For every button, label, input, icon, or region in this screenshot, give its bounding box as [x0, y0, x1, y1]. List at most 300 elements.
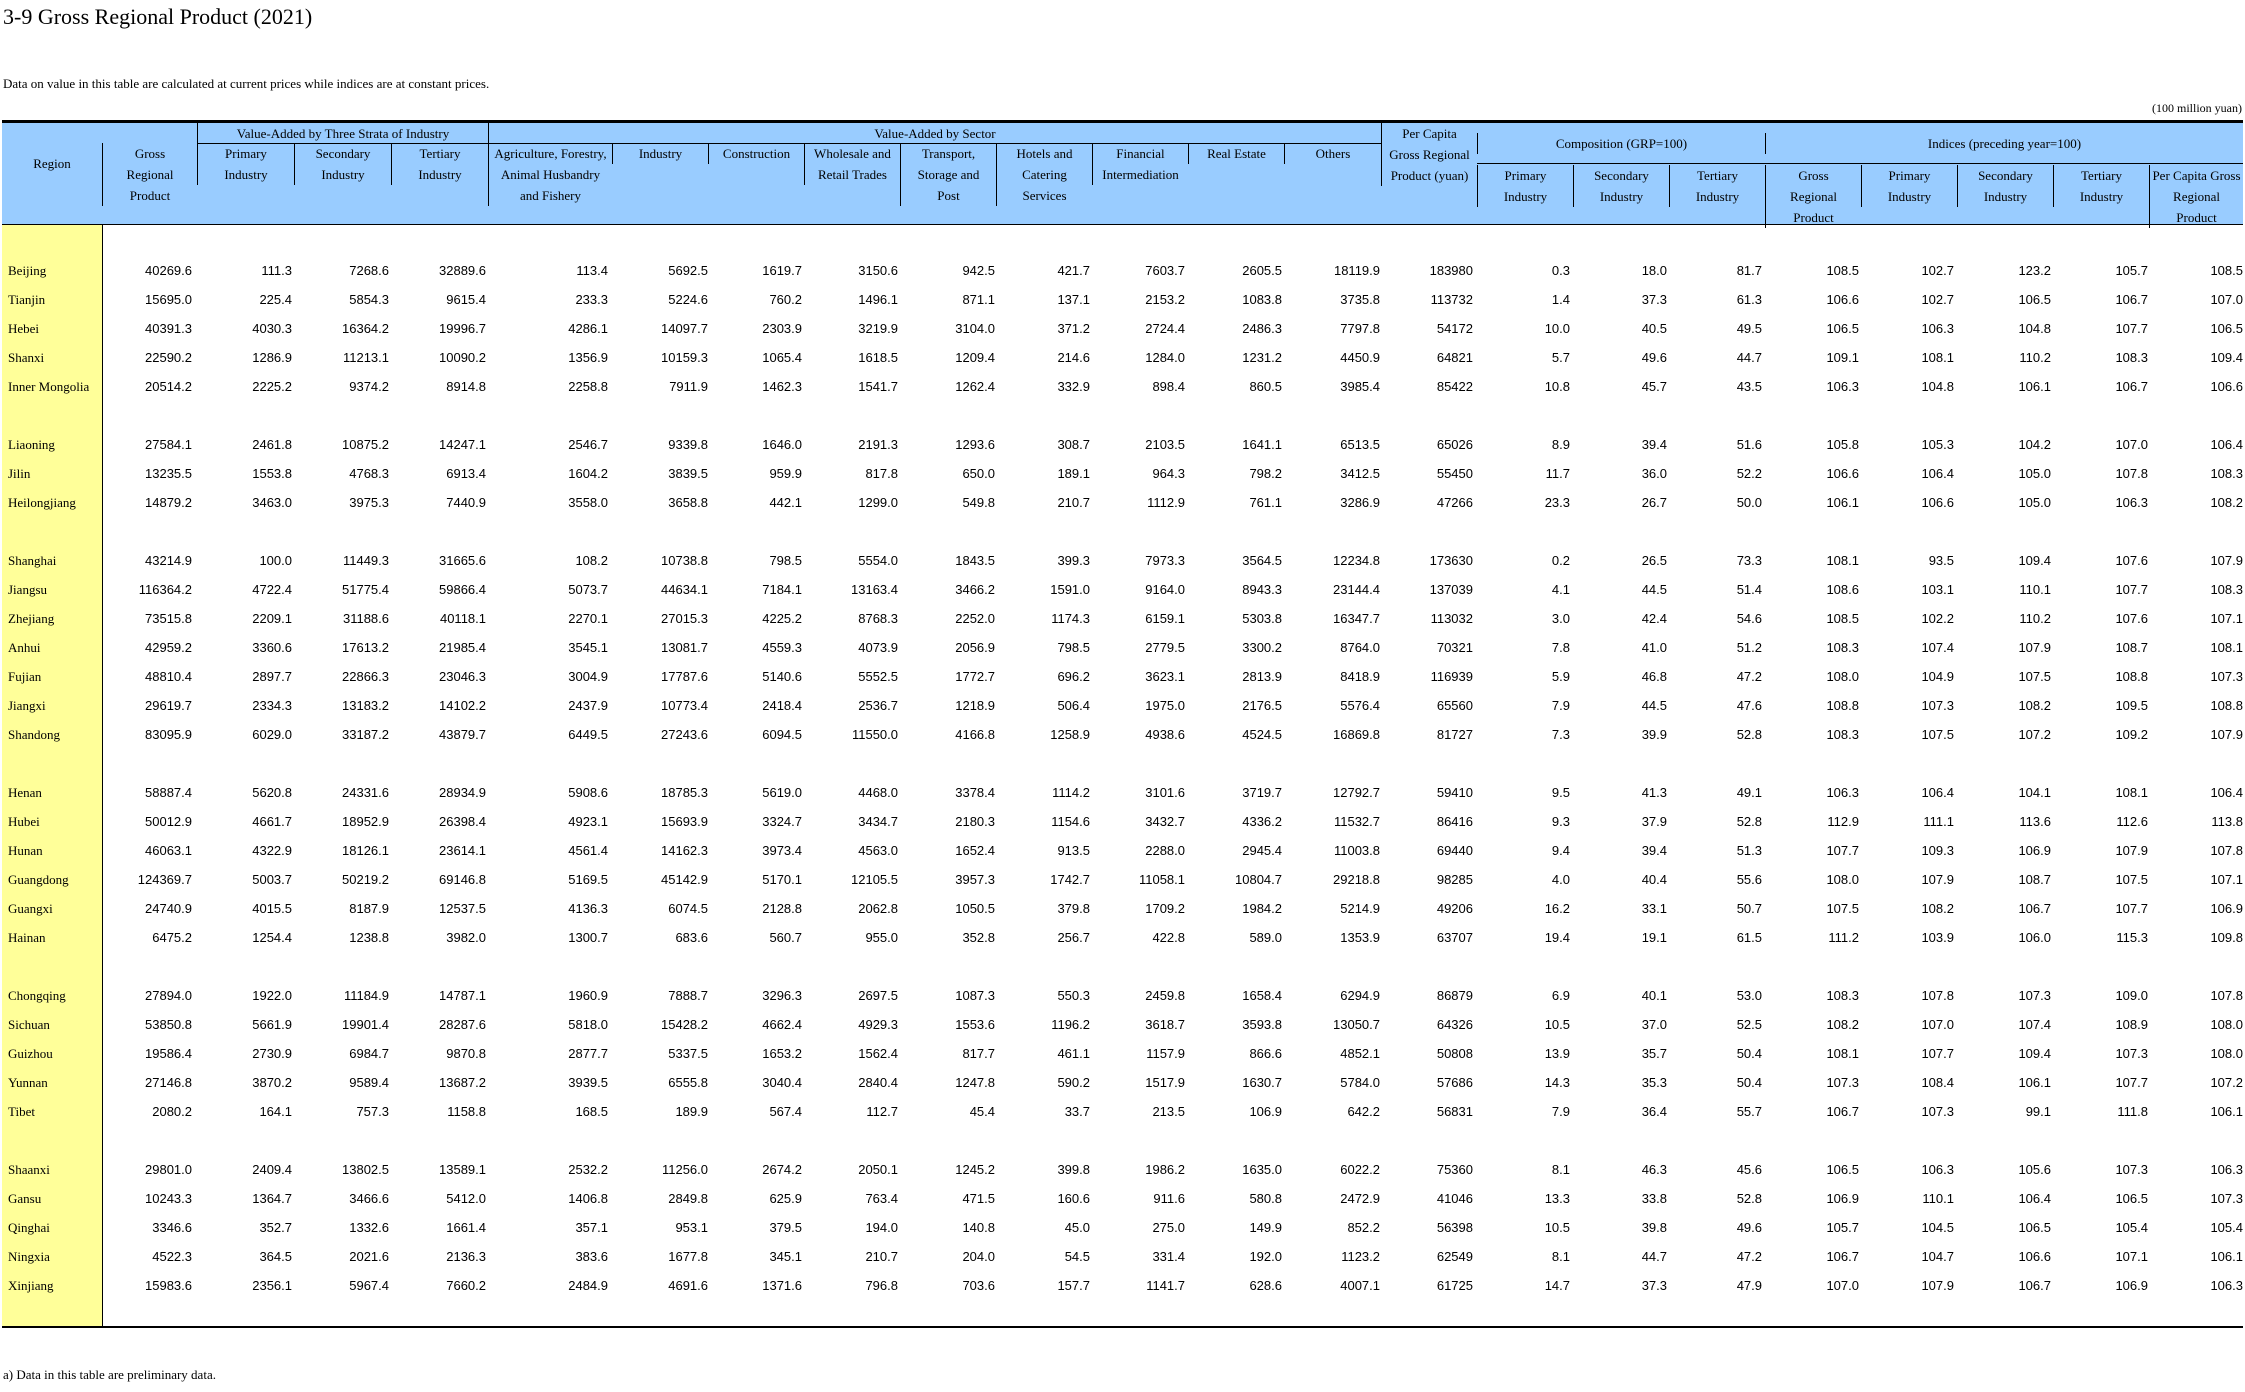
table-cell: 108.0 — [1826, 669, 1859, 684]
table-cell: 73515.8 — [145, 611, 192, 626]
table-cell: 13589.1 — [439, 1162, 486, 1177]
table-cell: 108.1 — [1826, 1046, 1859, 1061]
table-cell: 40391.3 — [145, 321, 192, 336]
table-cell: 43879.7 — [439, 727, 486, 742]
header-strata-primary: Primary Industry — [197, 143, 294, 185]
table-cell: 157.7 — [1057, 1278, 1090, 1293]
table-cell: 12792.7 — [1333, 785, 1380, 800]
table-cell: 31188.6 — [342, 611, 389, 626]
table-cell: 58887.4 — [145, 785, 192, 800]
table-cell: 45142.9 — [661, 872, 708, 887]
table-cell: 1083.8 — [1242, 292, 1282, 307]
table-cell: 50.4 — [1736, 1046, 1762, 1061]
table-cell: 107.3 — [2115, 1162, 2148, 1177]
table-cell: 4938.6 — [1145, 727, 1185, 742]
table-cell: 19996.7 — [439, 321, 486, 336]
table-cell: 11449.3 — [342, 553, 389, 568]
table-subtitle: Data on value in this table are calculated at current prices while indices are at constant prices. — [3, 76, 490, 91]
table-cell: 108.3 — [2210, 466, 2243, 481]
table-cell: 33.7 — [1064, 1104, 1090, 1119]
table-cell: 3558.0 — [568, 495, 608, 510]
table-cell: 3.0 — [1551, 611, 1570, 626]
table-cell: 4336.2 — [1242, 814, 1282, 829]
table-row — [2, 1015, 2243, 1035]
table-cell: 1984.2 — [1242, 901, 1282, 916]
table-cell: 549.8 — [962, 495, 995, 510]
table-cell: 44634.1 — [661, 582, 708, 597]
table-cell: 16347.7 — [1333, 611, 1380, 626]
table-cell: 45.7 — [1641, 379, 1667, 394]
table-cell: 3104.0 — [955, 321, 995, 336]
table-cell: 106.5 — [2018, 292, 2051, 307]
table-cell: 33187.2 — [342, 727, 389, 742]
table-row — [2, 1247, 2243, 1267]
table-cell: 1332.6 — [349, 1220, 389, 1235]
table-cell: 10875.2 — [342, 437, 389, 452]
table-cell: 461.1 — [1057, 1046, 1090, 1061]
table-cell: 41.3 — [1641, 785, 1667, 800]
table-cell: 5073.7 — [568, 582, 608, 597]
table-cell: 105.8 — [1826, 437, 1859, 452]
table-cell: 108.1 — [1826, 553, 1859, 568]
table-cell: 107.9 — [1921, 872, 1954, 887]
table-cell: 1284.0 — [1145, 350, 1185, 365]
table-cell: 4.1 — [1551, 582, 1570, 597]
table-cell: 953.1 — [675, 1220, 708, 1235]
table-cell: 106.6 — [1826, 466, 1859, 481]
table-cell: 49.6 — [1641, 350, 1667, 365]
table-row — [2, 1276, 2243, 1296]
table-cell: 16364.2 — [342, 321, 389, 336]
table-cell: 107.7 — [2115, 582, 2148, 597]
table-cell: 5854.3 — [349, 292, 389, 307]
header-sector-transport: Transport, Storage and Post — [900, 143, 996, 206]
table-cell: 1209.4 — [955, 350, 995, 365]
table-cell: 11532.7 — [1333, 814, 1380, 829]
table-cell: 107.7 — [1826, 843, 1859, 858]
table-cell: 44.7 — [1641, 1249, 1667, 1264]
table-cell: 37.9 — [1641, 814, 1667, 829]
table-cell: 109.4 — [2210, 350, 2243, 365]
table-cell: 5169.5 — [568, 872, 608, 887]
table-cell: 2128.8 — [762, 901, 802, 916]
table-cell: 10738.8 — [661, 553, 708, 568]
table-cell: 164.1 — [259, 1104, 292, 1119]
table-cell: 3618.7 — [1145, 1017, 1185, 1032]
table-cell: 15695.0 — [145, 292, 192, 307]
table-cell: 61.5 — [1736, 930, 1762, 945]
table-cell: 3432.7 — [1145, 814, 1185, 829]
table-row — [2, 609, 2243, 629]
table-cell: 168.5 — [575, 1104, 608, 1119]
table-cell: 106.6 — [2210, 379, 2243, 394]
table-cell: 1661.4 — [446, 1220, 486, 1235]
table-cell: 107.3 — [2018, 988, 2051, 1003]
table-cell: 1960.9 — [568, 988, 608, 1003]
table-cell: 6159.1 — [1145, 611, 1185, 626]
region-name: Hebei — [8, 321, 40, 336]
table-cell: 107.0 — [2115, 437, 2148, 452]
table-cell: 3870.2 — [252, 1075, 292, 1090]
table-cell: 26.7 — [1641, 495, 1667, 510]
table-cell: 6913.4 — [446, 466, 486, 481]
table-cell: 106.7 — [2115, 292, 2148, 307]
table-cell: 18126.1 — [342, 843, 389, 858]
header-indices-secondary: Secondary Industry — [1957, 165, 2053, 207]
table-cell: 24331.6 — [342, 785, 389, 800]
table-cell: 442.1 — [769, 495, 802, 510]
table-cell: 10159.3 — [661, 350, 708, 365]
region-name: Gansu — [8, 1191, 42, 1206]
table-cell: 4015.5 — [252, 901, 292, 916]
table-cell: 27894.0 — [145, 988, 192, 1003]
table-cell: 104.8 — [2018, 321, 2051, 336]
table-cell: 1619.7 — [762, 263, 802, 278]
table-cell: 14247.1 — [439, 437, 486, 452]
table-cell: 192.0 — [1249, 1249, 1282, 1264]
table-cell: 204.0 — [962, 1249, 995, 1264]
table-cell: 105.4 — [2210, 1220, 2243, 1235]
table-cell: 107.8 — [2210, 988, 2243, 1003]
table-cell: 4722.4 — [252, 582, 292, 597]
table-cell: 13050.7 — [1333, 1017, 1380, 1032]
table-cell: 3296.3 — [762, 988, 802, 1003]
header-sector-hotels: Hotels and Catering Services — [996, 143, 1092, 206]
table-cell: 102.7 — [1921, 292, 1954, 307]
table-cell: 47266 — [1436, 495, 1473, 510]
table-cell: 40.4 — [1641, 872, 1667, 887]
table-cell: 113.4 — [576, 263, 608, 278]
header-grp: Gross Regional Product — [102, 143, 197, 206]
table-cell: 50012.9 — [145, 814, 192, 829]
table-cell: 106.5 — [1826, 1162, 1859, 1177]
table-cell: 1196.2 — [1051, 1017, 1090, 1032]
table-cell: 2472.9 — [1340, 1191, 1380, 1206]
table-cell: 106.1 — [1826, 495, 1859, 510]
table-cell: 50808 — [1436, 1046, 1473, 1061]
table-cell: 422.8 — [1152, 930, 1185, 945]
header-divider — [1477, 163, 2243, 164]
table-cell: 1254.4 — [252, 930, 292, 945]
table-cell: 2674.2 — [762, 1162, 802, 1177]
table-cell: 18119.9 — [1333, 263, 1380, 278]
table-cell: 1087.3 — [955, 988, 995, 1003]
table-cell: 104.8 — [1921, 379, 1954, 394]
table-cell: 106.7 — [1826, 1249, 1859, 1264]
table-cell: 52.8 — [1736, 1191, 1762, 1206]
table-row — [2, 377, 2243, 397]
table-cell: 6029.0 — [252, 727, 292, 742]
table-cell: 3593.8 — [1242, 1017, 1282, 1032]
table-cell: 2779.5 — [1145, 640, 1185, 655]
table-cell: 17787.6 — [661, 669, 708, 684]
table-cell: 1353.9 — [1340, 930, 1380, 945]
table-cell: 225.4 — [259, 292, 292, 307]
table-cell: 2334.3 — [252, 698, 292, 713]
table-cell: 1462.3 — [762, 379, 802, 394]
table-cell: 29619.7 — [145, 698, 192, 713]
table-cell: 41046 — [1436, 1191, 1473, 1206]
table-cell: 51.2 — [1736, 640, 1762, 655]
table-cell: 1262.4 — [955, 379, 995, 394]
table-cell: 33.1 — [1641, 901, 1667, 916]
table-cell: 109.3 — [1921, 843, 1954, 858]
table-cell: 108.4 — [1921, 1075, 1954, 1090]
table-cell: 703.6 — [962, 1278, 995, 1293]
table-bottom-border — [2, 1326, 2243, 1328]
table-cell: 108.2 — [2018, 698, 2051, 713]
table-cell: 866.6 — [1249, 1046, 1282, 1061]
table-cell: 50.4 — [1736, 1075, 1762, 1090]
table-cell: 11256.0 — [661, 1162, 708, 1177]
table-cell: 1591.0 — [1050, 582, 1090, 597]
table-cell: 73.3 — [1736, 553, 1762, 568]
table-cell: 56398 — [1436, 1220, 1473, 1235]
table-cell: 28287.6 — [439, 1017, 486, 1032]
table-cell: 6294.9 — [1340, 988, 1380, 1003]
table-cell: 111.2 — [1828, 930, 1859, 945]
table-cell: 352.8 — [962, 930, 995, 945]
table-cell: 31665.6 — [439, 553, 486, 568]
table-cell: 106.3 — [2115, 495, 2148, 510]
table-cell: 107.3 — [2210, 1191, 2243, 1206]
table-cell: 14162.3 — [661, 843, 708, 858]
table-cell: 9164.0 — [1145, 582, 1185, 597]
table-cell: 1604.2 — [568, 466, 608, 481]
table-cell: 107.9 — [2115, 843, 2148, 858]
table-cell: 11550.0 — [851, 727, 898, 742]
table-cell: 14787.1 — [439, 988, 486, 1003]
table-cell: 106.3 — [1826, 379, 1859, 394]
table-cell: 32889.6 — [439, 263, 486, 278]
table-cell: 109.0 — [2115, 988, 2148, 1003]
table-cell: 108.3 — [1826, 988, 1859, 1003]
table-cell: 42959.2 — [145, 640, 192, 655]
table-cell: 113.8 — [2211, 814, 2243, 829]
table-cell: 107.2 — [2018, 727, 2051, 742]
region-name: Guangxi — [8, 901, 53, 916]
table-cell: 1986.2 — [1145, 1162, 1185, 1177]
table-cell: 23046.3 — [439, 669, 486, 684]
table-cell: 106.4 — [2210, 437, 2243, 452]
table-cell: 6449.5 — [568, 727, 608, 742]
table-cell: 3466.6 — [349, 1191, 389, 1206]
table-cell: 81.7 — [1736, 263, 1762, 278]
table-cell: 15983.6 — [145, 1278, 192, 1293]
table-cell: 40.1 — [1641, 988, 1667, 1003]
table-cell: 2288.0 — [1145, 843, 1185, 858]
table-cell: 85422 — [1436, 379, 1473, 394]
table-cell: 107.2 — [2210, 1075, 2243, 1090]
table-cell: 86416 — [1436, 814, 1473, 829]
table-cell: 1356.9 — [568, 350, 608, 365]
table-cell: 3957.3 — [955, 872, 995, 887]
table-cell: 590.2 — [1057, 1075, 1090, 1090]
table-cell: 106.4 — [1921, 466, 1954, 481]
region-name: Shaanxi — [8, 1162, 50, 1177]
header-sector-wholesale: Wholesale and Retail Trades — [804, 143, 900, 185]
table-cell: 9615.4 — [446, 292, 486, 307]
header-composition-tertiary: Tertiary Industry — [1669, 165, 1765, 207]
table-cell: 106.3 — [1826, 785, 1859, 800]
table-cell: 1562.4 — [858, 1046, 898, 1061]
table-cell: 33.8 — [1641, 1191, 1667, 1206]
table-cell: 107.7 — [2115, 901, 2148, 916]
table-cell: 2724.4 — [1145, 321, 1185, 336]
table-cell: 308.7 — [1057, 437, 1090, 452]
table-cell: 106.3 — [1921, 1162, 1954, 1177]
table-cell: 210.7 — [865, 1249, 898, 1264]
table-cell: 798.2 — [1249, 466, 1282, 481]
table-cell: 45.0 — [1064, 1220, 1090, 1235]
table-cell: 2418.4 — [762, 698, 802, 713]
region-name: Anhui — [8, 640, 41, 655]
table-cell: 62549 — [1436, 1249, 1473, 1264]
table-cell: 70321 — [1436, 640, 1473, 655]
table-row — [2, 290, 2243, 310]
table-cell: 550.3 — [1057, 988, 1090, 1003]
table-cell: 2176.5 — [1242, 698, 1282, 713]
table-cell: 108.8 — [1826, 698, 1859, 713]
table-cell: 11.7 — [1545, 466, 1570, 481]
table-cell: 115.3 — [2116, 930, 2148, 945]
region-name: Xinjiang — [8, 1278, 54, 1293]
header-sector-agriculture: Agriculture, Forestry, Animal Husbandry and Fishery — [488, 143, 612, 206]
table-cell: 27015.3 — [661, 611, 708, 626]
table-cell: 1742.7 — [1050, 872, 1090, 887]
table-cell: 683.6 — [675, 930, 708, 945]
table-cell: 8768.3 — [858, 611, 898, 626]
table-cell: 107.4 — [1921, 640, 1954, 655]
table-cell: 1541.7 — [858, 379, 898, 394]
region-name: Shandong — [8, 727, 60, 742]
table-cell: 108.8 — [2115, 669, 2148, 684]
table-cell: 52.5 — [1736, 1017, 1762, 1032]
table-cell: 3839.5 — [668, 466, 708, 481]
table-cell: 567.4 — [769, 1104, 802, 1119]
table-cell: 52.2 — [1736, 466, 1762, 481]
table-cell: 116939 — [1430, 669, 1473, 684]
table-cell: 352.7 — [259, 1220, 292, 1235]
table-row — [2, 841, 2243, 861]
table-cell: 2209.1 — [252, 611, 292, 626]
table-cell: 107.3 — [2210, 669, 2243, 684]
region-name: Jilin — [8, 466, 31, 481]
table-cell: 108.5 — [1826, 263, 1859, 278]
table-cell: 63707 — [1436, 930, 1473, 945]
table-cell: 106.6 — [1826, 292, 1859, 307]
table-cell: 108.2 — [575, 553, 608, 568]
table-cell: 471.5 — [962, 1191, 995, 1206]
region-name: Beijing — [8, 263, 47, 278]
table-cell: 105.0 — [2018, 466, 2051, 481]
table-cell: 1231.2 — [1242, 350, 1282, 365]
table-row — [2, 667, 2243, 687]
table-cell: 10.0 — [1544, 321, 1570, 336]
table-cell: 3101.6 — [1145, 785, 1185, 800]
table-cell: 41.0 — [1641, 640, 1667, 655]
table-cell: 2849.8 — [668, 1191, 708, 1206]
table-row — [2, 812, 2243, 832]
table-row — [2, 899, 2243, 919]
table-cell: 1641.1 — [1242, 437, 1282, 452]
table-cell: 106.1 — [2018, 379, 2051, 394]
table-cell: 2180.3 — [955, 814, 995, 829]
table-cell: 59410 — [1436, 785, 1473, 800]
region-name: Hainan — [8, 930, 46, 945]
table-cell: 6022.2 — [1340, 1162, 1380, 1177]
region-name: Ningxia — [8, 1249, 50, 1264]
table-cell: 106.9 — [2210, 901, 2243, 916]
table-cell: 2356.1 — [252, 1278, 292, 1293]
table-cell: 1975.0 — [1145, 698, 1185, 713]
table-cell: 331.4 — [1152, 1249, 1185, 1264]
table-cell: 210.7 — [1057, 495, 1090, 510]
table-cell: 27146.8 — [145, 1075, 192, 1090]
table-cell: 1653.2 — [762, 1046, 802, 1061]
table-cell: 137039 — [1429, 582, 1473, 597]
table-cell: 364.5 — [259, 1249, 292, 1264]
table-cell: 1922.0 — [252, 988, 292, 1003]
table-cell: 107.1 — [2210, 611, 2243, 626]
table-cell: 1646.0 — [762, 437, 802, 452]
table-cell: 54.6 — [1736, 611, 1762, 626]
table-cell: 506.4 — [1057, 698, 1090, 713]
table-cell: 3466.2 — [955, 582, 995, 597]
table-cell: 81727 — [1436, 727, 1473, 742]
table-cell: 9374.2 — [349, 379, 389, 394]
table-cell: 4030.3 — [252, 321, 292, 336]
table-cell: 5.9 — [1551, 669, 1570, 684]
table-cell: 642.2 — [1347, 1104, 1380, 1119]
table-cell: 108.7 — [2018, 872, 2051, 887]
header-indices-primary: Primary Industry — [1861, 165, 1957, 207]
table-row — [2, 348, 2243, 368]
table-cell: 108.5 — [2210, 263, 2243, 278]
table-cell: 12234.8 — [1333, 553, 1380, 568]
table-cell: 898.4 — [1152, 379, 1185, 394]
table-cell: 2532.2 — [568, 1162, 608, 1177]
table-cell: 106.0 — [2018, 930, 2051, 945]
table-cell: 2080.2 — [152, 1104, 192, 1119]
table-cell: 4136.3 — [568, 901, 608, 916]
table-cell: 399.3 — [1057, 553, 1090, 568]
header-sector-industry: Industry — [612, 143, 708, 164]
region-name: Hunan — [8, 843, 43, 858]
table-cell: 52.8 — [1736, 814, 1762, 829]
table-cell: 27243.6 — [661, 727, 708, 742]
table-cell: 2877.7 — [568, 1046, 608, 1061]
table-cell: 1238.8 — [349, 930, 389, 945]
table-cell: 5140.6 — [762, 669, 802, 684]
table-cell: 3040.4 — [762, 1075, 802, 1090]
table-cell: 47.6 — [1736, 698, 1762, 713]
table-cell: 9.4 — [1551, 843, 1570, 858]
table-cell: 2546.7 — [568, 437, 608, 452]
header-sector-financial: Financial Intermediation — [1092, 143, 1188, 185]
table-cell: 61.3 — [1736, 292, 1762, 307]
table-cell: 108.1 — [2210, 640, 2243, 655]
table-cell: 110.2 — [2019, 350, 2051, 365]
table-cell: 5003.7 — [252, 872, 292, 887]
table-cell: 4923.1 — [568, 814, 608, 829]
table-cell: 123.2 — [2018, 263, 2051, 278]
table-cell: 7603.7 — [1145, 263, 1185, 278]
table-cell: 5967.4 — [349, 1278, 389, 1293]
table-cell: 44.5 — [1641, 698, 1667, 713]
table-cell: 57686 — [1436, 1075, 1473, 1090]
table-cell: 0.3 — [1551, 263, 1570, 278]
